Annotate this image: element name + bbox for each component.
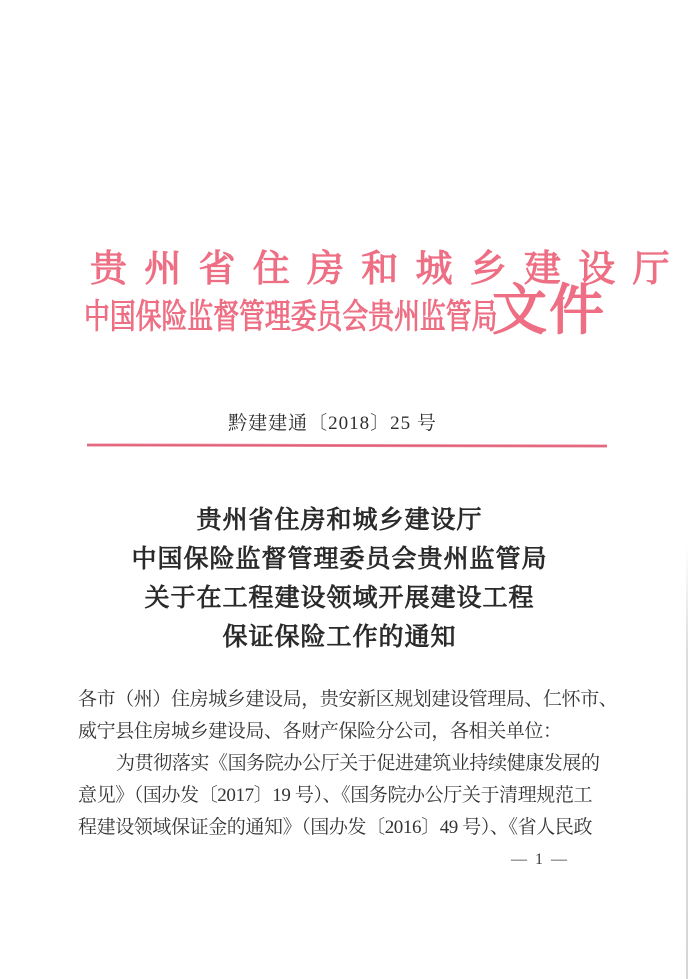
body-paragraph-line-1: 为贯彻落实《国务院办公厅关于促进建筑业持续健康发展的 bbox=[116, 753, 600, 774]
title-line-4: 保证保险工作的通知 bbox=[222, 624, 457, 651]
body-salutation-line-1: 各市（州）住房城乡建设局，贵安新区规划建设管理局、仁怀市、 bbox=[78, 689, 618, 710]
document-title bbox=[0, 501, 686, 657]
red-divider-line bbox=[87, 443, 607, 447]
page-number: — 1 — bbox=[511, 851, 569, 868]
letterhead-document-marker: 文件 bbox=[492, 280, 607, 341]
document-body bbox=[78, 684, 630, 844]
body-paragraph-line-2: 意见》（国办发〔2017〕19 号）、《国务院办公厅关于清理规范工 bbox=[78, 785, 593, 806]
body-salutation-line-2: 威宁县住房城乡建设局、各财产保险分公司，各相关单位： bbox=[78, 721, 562, 742]
title-line-1: 贵州省住房和城乡建设厅 bbox=[196, 507, 483, 534]
letterhead-agency-line2: 中国保险监督管理委员会贵州监管局 bbox=[84, 299, 498, 336]
scan-edge-line bbox=[686, 545, 688, 979]
letterhead-agency-line1: 贵 州 省 住 房 和 城 乡 建 设 厅 bbox=[90, 249, 674, 290]
title-line-2: 中国保险监督管理委员会贵州监管局 bbox=[131, 546, 548, 573]
title-line-3: 关于在工程建设领域开展建设工程 bbox=[144, 585, 535, 612]
document-number: 黔建建通〔2018〕25 号 bbox=[228, 413, 437, 434]
body-paragraph-line-3: 程建设领域保证金的通知》（国办发〔2016〕49 号）、《省人民政 bbox=[78, 817, 593, 838]
